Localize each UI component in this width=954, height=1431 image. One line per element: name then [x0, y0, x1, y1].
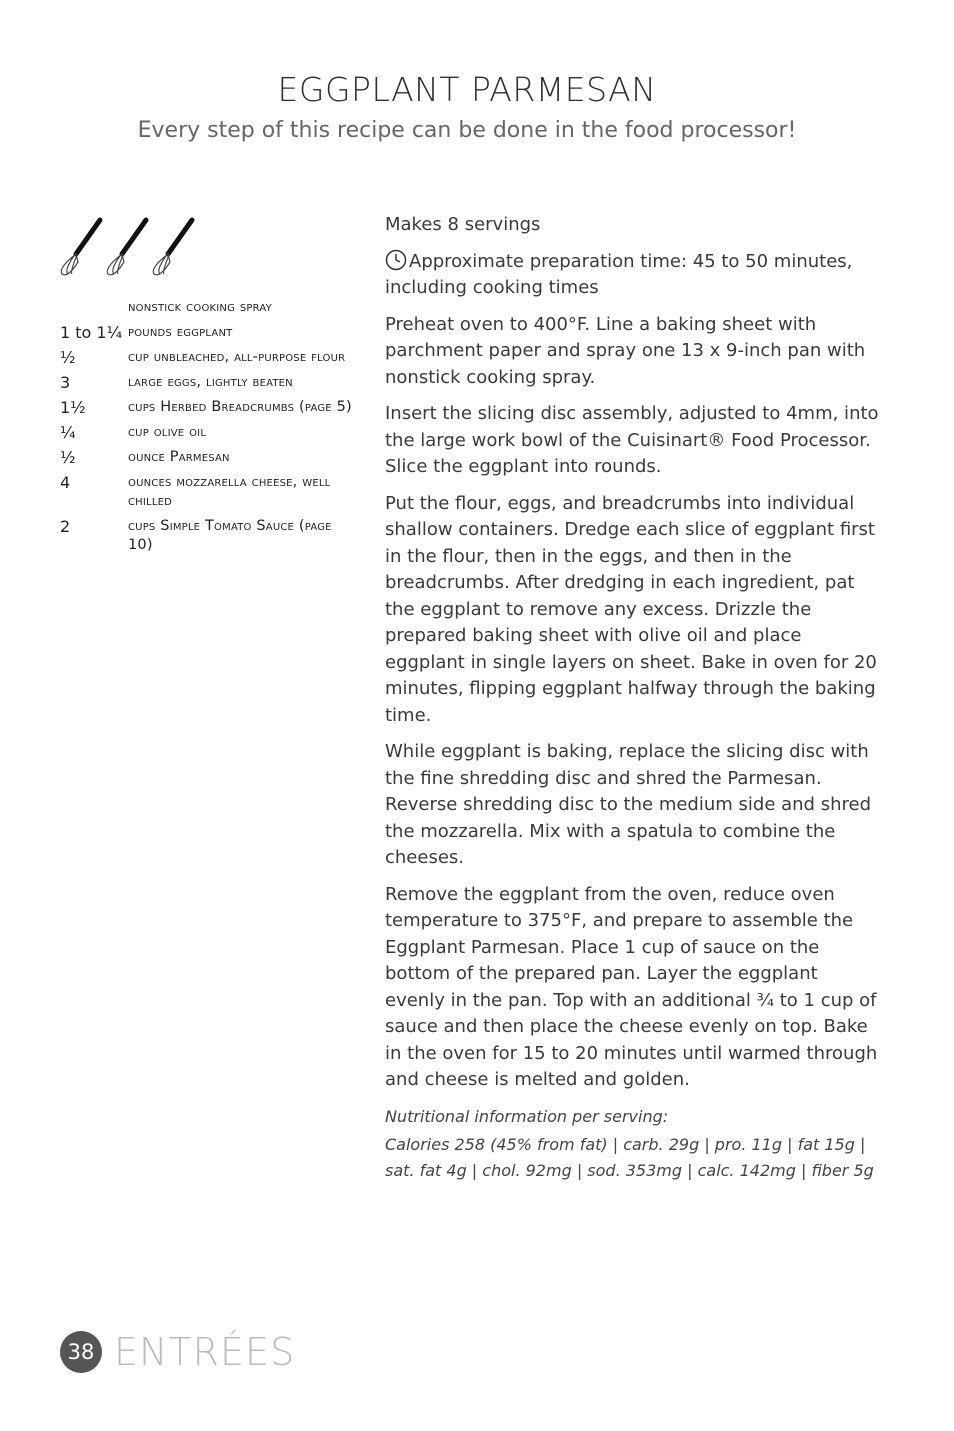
ingredient-qty: 2 — [60, 517, 71, 536]
whisk-icon — [107, 220, 146, 275]
prep-time — [385, 249, 880, 302]
ingredient-text: ounce Parmesan — [128, 449, 230, 465]
ingredient-text: pounds eggplant — [128, 324, 233, 340]
ingredient-item — [60, 473, 360, 511]
page-number: 38 — [60, 1331, 102, 1373]
ingredient-qty: ½ — [60, 348, 76, 367]
recipe-instructions — [385, 212, 880, 1184]
ingredient-text: nonstick cooking spray — [128, 299, 272, 315]
ingredient-item — [60, 348, 360, 367]
recipe-subtitle: Every step of this recipe can be done in the food processor! — [137, 118, 797, 143]
ingredient-item — [60, 423, 360, 442]
ingredient-qty: ½ — [60, 448, 76, 467]
nutrition-heading: Nutritional information per serving: — [385, 1106, 669, 1126]
section-title: ENTRÉES — [114, 1330, 296, 1374]
step: Insert the slicing disc assembly, adjusted to 4mm, into the large work bowl of the Cuisinart® Food Processor. Slice the eggplant into rounds. — [385, 403, 879, 477]
ingredient-qty: 1 to 1¼ — [60, 323, 123, 342]
difficulty-rating — [56, 212, 206, 282]
recipe-title: EGGPLANT PARMESAN — [277, 70, 657, 109]
ingredient-text: cup unbleached, all-purpose flour — [128, 349, 346, 365]
step: Remove the eggplant from the oven, reduce oven temperature to 375°F, and prepare to assemble the Eggplant Parmesan. Place 1 cup of sauce on the bottom of the prepared pan. Layer the eggplant evenly in the pan. Top with an additional ¾ to 1 cup of sauce and then place the cheese evenly on top. Bake in the oven for 15 to 20 minutes until warmed through and cheese is melted and golden. — [385, 883, 878, 1090]
ingredient-text: cup olive oil — [128, 424, 207, 440]
ingredient-text: large eggs, lightly beaten — [128, 374, 293, 390]
ingredient-item — [60, 448, 360, 467]
ingredient-qty: 3 — [60, 373, 71, 392]
ingredient-text: ounces mozzarella cheese, well chilled — [128, 474, 331, 509]
nutrition-info — [385, 1104, 880, 1184]
whisk-icon — [153, 220, 192, 275]
ingredient-text: cups Simple Tomato Sauce (page 10) — [128, 518, 332, 553]
ingredient-item — [60, 373, 360, 392]
ingredient-item — [60, 298, 360, 317]
ingredient-qty — [60, 298, 128, 317]
ingredient-item — [60, 323, 360, 342]
ingredient-qty: 4 — [60, 473, 71, 492]
ingredient-item — [60, 398, 360, 417]
clock-icon — [385, 249, 407, 271]
nutrition-line: sat. fat 4g | chol. 92mg | sod. 353mg | calc. 142mg | fiber 5g — [385, 1160, 874, 1180]
whisk-icon — [61, 220, 100, 275]
page-footer — [60, 1330, 295, 1374]
ingredient-qty: 1½ — [60, 398, 86, 417]
ingredient-qty: ¼ — [60, 423, 76, 442]
nutrition-line: Calories 258 (45% from fat) | carb. 29g | pro. 11g | fat 15g | — [385, 1134, 866, 1154]
ingredient-text: cups Herbed Breadcrumbs (page 5) — [128, 399, 352, 415]
ingredient-item — [60, 517, 360, 555]
step: Preheat oven to 400°F. Line a baking sheet with parchment paper and spray one 13 x 9-inch pan with nonstick cooking spray. — [385, 313, 866, 388]
servings: Makes 8 servings — [385, 214, 541, 235]
step: While eggplant is baking, replace the slicing disc with the fine shredding disc and shred the Parmesan. Reverse shredding disc to the medium side and shred the mozzarella. Mix with a spatula to combine the cheeses. — [385, 741, 871, 868]
prep-time-text: Approximate preparation time: 45 to 50 minutes, including cooking times — [385, 250, 853, 298]
ingredient-list — [60, 298, 360, 561]
step: Put the flour, eggs, and breadcrumbs into individual shallow containers. Dredge each slice of eggplant first in the flour, then in the eggs, and then in the breadcrumbs. After dredging in each ingredient, pat the eggplant to remove any excess. Drizzle the prepared baking sheet with olive oil and place eggplant in single layers on sheet. Bake in oven for 20 minutes, flipping eggplant halfway through the baking time. — [385, 492, 877, 726]
